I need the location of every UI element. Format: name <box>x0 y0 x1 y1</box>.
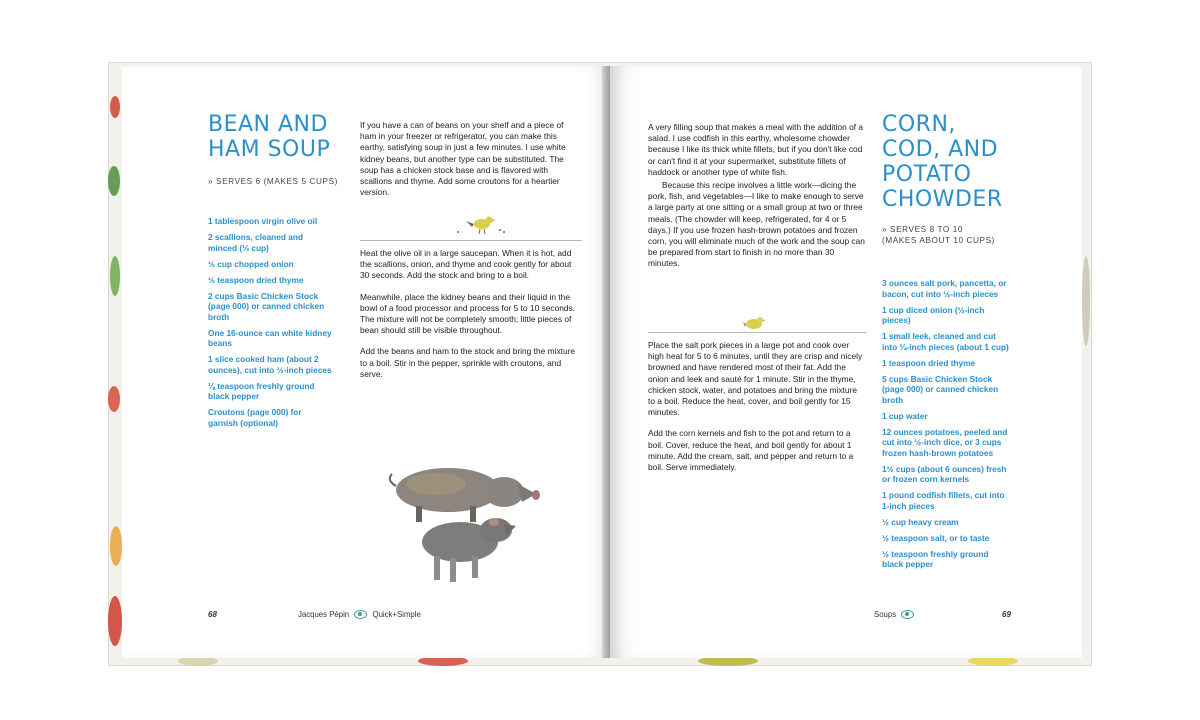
ingredient-item: One 16-ounce can white kidney beans <box>208 327 332 348</box>
eye-icon <box>354 610 367 619</box>
step-paragraph: Place the salt pork pieces in a large pot and cook over high heat for 5 to 6 minutes, until they are crisp and nicely browned and have rendered most of their fat. Add the onion and leek and sauté for 1 minute. Stir in the thyme, chicken stock, water, and potatoes and bring the mixture to a boil. Reduce the heat, cover, and boil gently for 15 minutes. <box>648 340 863 418</box>
ingredient-item: 1 small leek, cleaned and cut into ¼-inch pieces (about 1 cup) <box>882 331 1009 352</box>
ingredient-list <box>208 216 333 434</box>
ingredient-item: 1 tablespoon virgin olive oil <box>208 216 318 226</box>
footer-section: Soups <box>874 610 897 619</box>
step-paragraph: Heat the olive oil in a large saucepan. When it is hot, add the scallions, onion, and thyme and cook gently for about 30 seconds. Add the stock and bring to a boil. <box>360 248 572 281</box>
ingredient-item: 1 slice cooked ham (about 2 ounces), cut into ½-inch pieces <box>208 354 332 375</box>
ingredient-item: Croutons (page 000) for garnish (optional) <box>208 407 302 428</box>
title-line: HAM SOUP <box>208 137 331 162</box>
footer-book-title: Quick+Simple <box>372 610 421 619</box>
step-paragraph: Add the corn kernels and fish to the pot and return to a boil. Cover, reduce the heat, and boil gently for about 1 minute. Add the cream, salt, and pepper and return to a boil. Serve immediately. <box>648 428 854 473</box>
recipe-title <box>208 112 330 162</box>
intro-paragraph: A very filling soup that makes a meal with the addition of a salad. I use codfish in this earthy, wholesome chowder because I like its thick white fillets, but if you don't like cod or can't find it at your supermarket, substitute fillets of haddock or another type of white fish. <box>648 122 864 177</box>
running-footer <box>298 610 421 619</box>
serves-line: » SERVES 8 TO 10 <box>882 225 964 234</box>
recipe-title <box>882 112 1003 212</box>
running-footer <box>874 610 917 619</box>
recipe-intro <box>648 122 866 280</box>
title-line: CORN, <box>882 112 956 137</box>
ingredient-item: ½ teaspoon dried thyme <box>208 274 304 285</box>
title-line: POTATO <box>882 162 972 187</box>
cover-flower-decoration <box>110 96 120 118</box>
open-book <box>108 56 1092 666</box>
cover-flower-decoration <box>110 256 120 296</box>
serves-info <box>882 224 995 246</box>
ingredient-item: 2 scallions, cleaned and minced (⅓ cup) <box>208 232 303 253</box>
cover-flower-decoration <box>1082 256 1090 346</box>
cover-flower-decoration <box>108 596 122 646</box>
ingredient-item: 1½ cups (about 6 ounces) fresh or frozen corn kernels <box>882 463 1007 484</box>
cover-flower-decoration <box>108 166 120 196</box>
ingredient-item: 1 pound codfish fillets, cut into 1-inch pieces <box>882 490 1005 511</box>
intro-paragraph: Because this recipe involves a little work—dicing the pork, fish, and vegetables—I like to make enough to serve a large party at one sitting or a small group at two or three meals. (The chowder will keep, refrigerated, for 4 or 5 days.) If you use frozen hash-brown potatoes and frozen corn, you will eliminate much of the work and the soup can be prepared from start to finish in no more than 30 minutes. <box>648 180 865 269</box>
page-number: 69 <box>1002 610 1011 619</box>
title-line: BEAN AND <box>208 112 328 137</box>
ingredient-item: ½ cup chopped onion <box>208 258 294 269</box>
pigs-illustration <box>376 454 546 586</box>
ingredient-item: 3 ounces salt pork, pancetta, or bacon, cut into ½-inch pieces <box>882 278 1007 299</box>
page-number: 68 <box>208 610 217 619</box>
ingredient-list <box>882 278 1010 575</box>
footer-author: Jacques Pépin <box>298 610 350 619</box>
right-page <box>610 66 1082 658</box>
ingredient-item: 5 cups Basic Chicken Stock (page 000) or canned chicken broth <box>882 373 999 405</box>
ingredient-item: 12 ounces potatoes, peeled and cut into ½-inch dice, or 3 cups frozen hash-brown potatoes <box>882 426 1008 458</box>
intro-paragraph: If you have a can of beans on your shelf and a piece of ham in your freezer or refrigerator, you can make this earthy, satisfying soup in just a few minutes. I use white kidney beans, but another type can be substituted. The soup has a chicken stock base and is flavored with scallions and thyme. Add some croutons for a heartier version. <box>360 120 566 198</box>
step-paragraph: Meanwhile, place the kidney beans and their liquid in the bowl of a food processor and process for 5 to 10 seconds. The mixture will not be completely smooth; little pieces of bean should still be visible throughout. <box>360 291 576 336</box>
divider-rule <box>648 332 866 333</box>
serves-line: (MAKES ABOUT 10 CUPS) <box>882 236 995 245</box>
title-line: CHOWDER <box>882 187 1003 212</box>
recipe-steps <box>648 340 866 483</box>
recipe-intro <box>360 120 578 208</box>
left-page <box>122 66 612 658</box>
divider-rule <box>360 240 582 241</box>
chick-illustration <box>742 314 768 332</box>
ingredient-item: ⅛ teaspoon freshly ground black pepper <box>208 380 315 401</box>
ingredient-item: ½ teaspoon salt, or to taste <box>882 532 990 543</box>
ingredient-item: 1 teaspoon dried thyme <box>882 357 976 368</box>
ingredient-item: ½ cup heavy cream <box>882 516 959 527</box>
title-line: COD, AND <box>882 137 999 162</box>
recipe-steps <box>360 248 582 390</box>
ingredient-item: 1 cup water <box>882 410 928 421</box>
ingredient-item: 2 cups Basic Chicken Stock (page 000) or canned chicken broth <box>208 290 325 322</box>
cover-flower-decoration <box>110 526 122 566</box>
cover-flower-decoration <box>108 386 120 412</box>
ingredient-item: ½ teaspoon freshly ground black pepper <box>882 548 989 569</box>
eye-icon <box>901 610 914 619</box>
ingredient-item: 1 cup diced onion (½-inch pieces) <box>882 304 985 325</box>
step-paragraph: Add the beans and ham to the stock and bring the mixture to a boil. Stir in the pepper, sprinkle with croutons, and serve. <box>360 346 576 379</box>
bird-illustration <box>452 212 508 236</box>
serves-info: » SERVES 6 (MAKES 5 CUPS) <box>208 177 338 186</box>
